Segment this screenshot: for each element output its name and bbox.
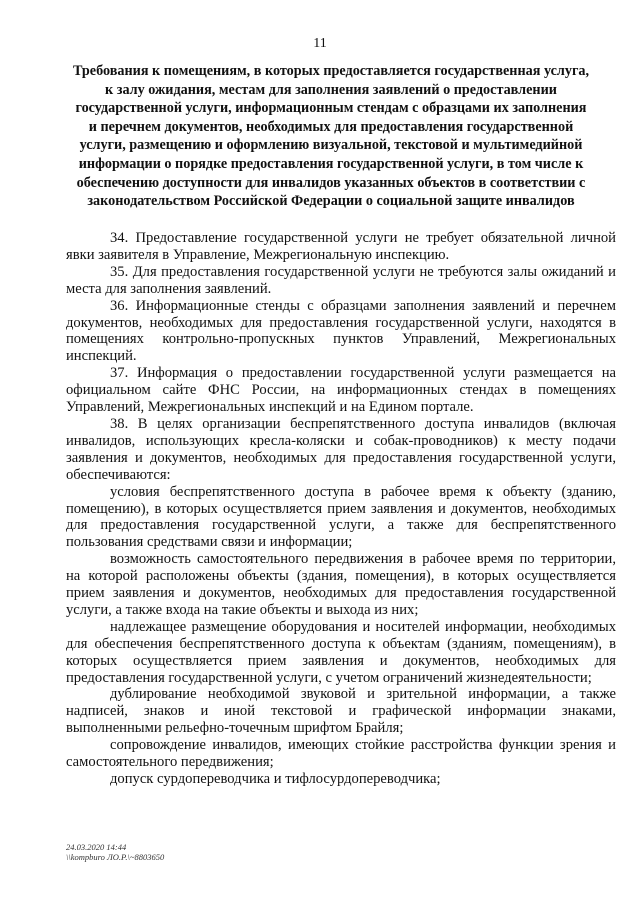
footer-file-reference: \\kompburo ЛО.Р.\~8803650 — [66, 852, 165, 862]
paragraph-35: 35. Для предоставления государственной услуги не требуются залы ожиданий и места для заполнения заявлений. — [66, 263, 616, 297]
page-number: 11 — [313, 36, 327, 51]
footer-timestamp: 24.03.2020 14:44 — [66, 842, 127, 852]
list-item-escort: сопровождение инвалидов, имеющих стойкие расстройства функции зрения и самостоятельного передвижения; — [66, 737, 616, 771]
list-item-braille-duplication: дублирование необходимой звуковой и зрительной информации, а также надписей, знаков и иной текстовой и графической информации знаками, выполненными рельефно-точечным шрифтом Брайля; — [66, 686, 616, 737]
paragraph-37: 37. Информация о предоставлении государственной услуги размещается на официальном сайте ФНС России, на информационных стендах в помещениях Управлений, Межрегиональных инспекций и на Едином портале. — [66, 365, 616, 416]
document-footer — [66, 842, 164, 862]
list-item-access-conditions: условия беспрепятственного доступа в рабочее время к объекту (зданию, помещению), в которых осуществляется прием заявления и документов, необходимых для предоставления государственной услуги, а также для беспрепятственного пользования средствами связи и информации; — [66, 483, 616, 551]
paragraph-38: 38. В целях организации беспрепятственного доступа инвалидов (включая инвалидов, использующих кресла-коляски и собак-проводников) к месту подачи заявления и документов, необходимых для предоставления государственной услуги, обеспечиваются: — [66, 415, 616, 483]
paragraph-36: 36. Информационные стенды с образцами заполнения заявлений и перечнем документов, необходимых для предоставления государственной услуги, находятся в помещениях контрольно-пропускных пунктов Управлений, Межрегиональных инспекций. — [66, 297, 616, 365]
list-item-interpreter-admission: допуск сурдопереводчика и тифлосурдопереводчика; — [110, 771, 441, 787]
paragraph-34: 34. Предоставление государственной услуги не требует обязательной личной явки заявителя в Управление, Межрегиональную инспекцию. — [66, 230, 616, 263]
document-body — [66, 230, 616, 788]
section-heading: Требования к помещениям, в которых предоставляется государственная услуга, к залу ожидания, местам для заполнения заявлений о предоставлении государственной услуги, информационным стендам с образцами их заполнения и перечнем документов, необходимых для предоставления государственной услуги, размещению и оформлению визуальной, текстовой и мультимедийной информации о порядке предоставления государственной услуги, в том числе к обеспечению доступности для инвалидов указанных объектов в соответствии с законодательством Российской Федерации о социальной защите инвалидов — [72, 63, 590, 210]
list-item-independent-movement: возможность самостоятельного передвижения в рабочее время по территории, на которой расположены объекты (здания, помещения), в которых осуществляется прием заявления и документов, необходимых для предоставления государственной услуги, а также входа на такие объекты и выхода из них; — [66, 551, 616, 618]
list-item-equipment-placement: надлежащее размещение оборудования и носителей информации, необходимых для обеспечения беспрепятственного доступа к объектам (зданиям, помещениям), в которых осуществляется прием заявления и документов, необходимых для предоставления государственной услуги, с учетом ограничений жизнедеятельности; — [66, 618, 616, 686]
